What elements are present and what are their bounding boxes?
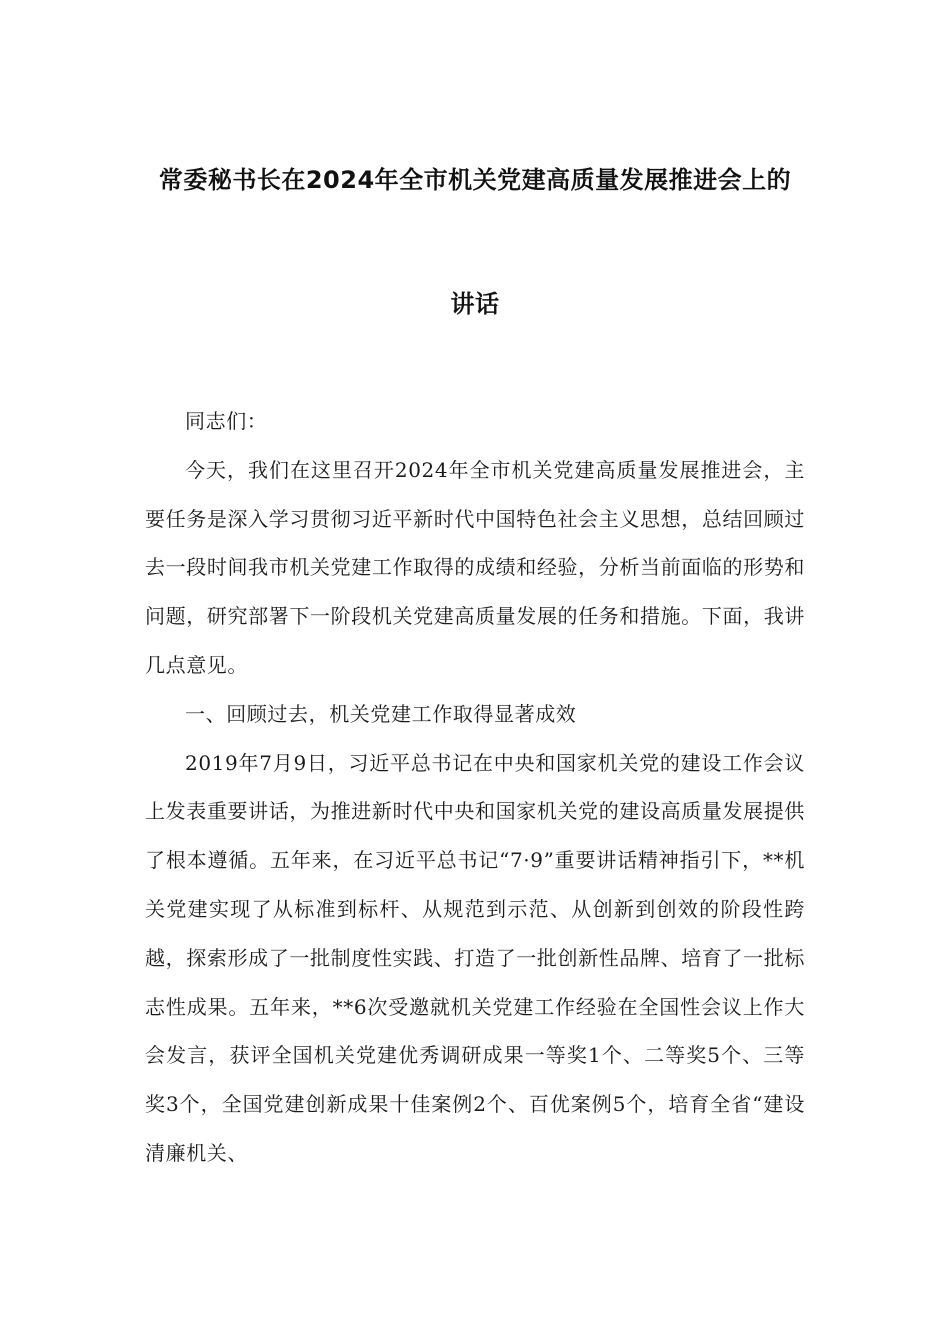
salutation: 同志们： [185,409,268,433]
document-body [145,397,805,1178]
document-title-line-2: 讲话 [450,290,500,318]
section-heading-1: 一、回顾过去，机关党建工作取得显著成效 [185,701,577,726]
paragraph-intro: 今天，我们在这里召开2024年全市机关党建高质量发展推进会，主要任务是深入学习贯彻习近平新时代中国特色社会主义思想，总结回顾过去一段时间我市机关党建工作取得的成绩和经验，分析当前面临的形势和问题，研究部署下一阶段机关党建高质量发展的任务和措施。下面，我讲几点意见。 [145,457,805,677]
paragraph-achievements: 2019年7月9日，习近平总书记在中央和国家机关党的建设工作会议上发表重要讲话，为推进新时代中央和国家机关党的建设高质量发展提供了根本遵循。五年来，在习近平总书记“7·9”重要讲话精神指引下，**机关党建实现了从标准到标杆、从规范到示范、从创新到创效的阶段性跨越，探索形成了一批制度性实践、打造了一批创新性品牌、培育了一批标志性成果。五年来，**6次受邀就机关党建工作经验在全国性会议上作大会发言，获评全国机关党建优秀调研成果一等奖1个、二等奖5个、三等奖3个，全国党建创新成果十佳案例2个、百优案例5个，培育全省“建设清廉机关、 [145,750,805,1165]
document-title-line-1: 常委秘书长在2024年全市机关党建高质量发展推进会上的 [158,166,792,194]
